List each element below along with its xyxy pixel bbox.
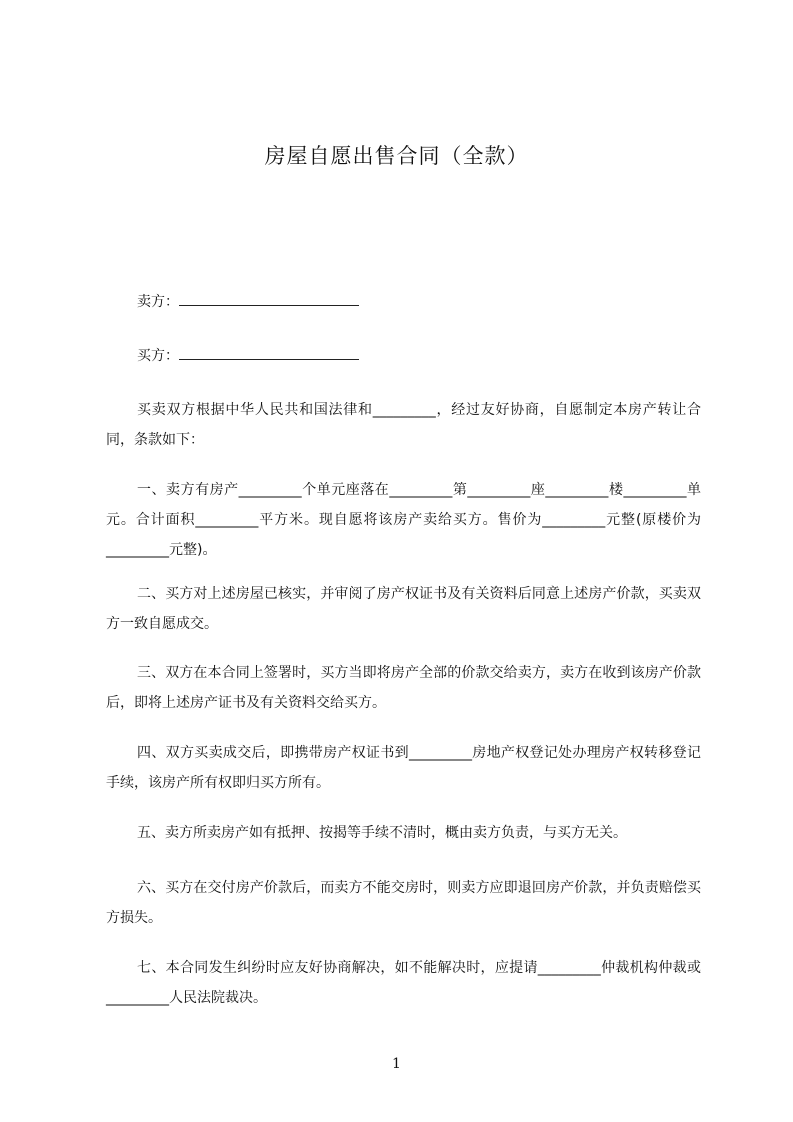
clause-5: 五、卖方所卖房产如有抵押、按揭等手续不清时，概由卖方负责，与买方无关。 [137, 825, 627, 841]
buyer-line [137, 345, 359, 366]
clause-6: 六、买方在交付房产价款后，而卖方不能交房时，则卖方应即退回房产价款，并负责赔偿买方损失。 [106, 880, 701, 926]
clause-2: 二、买方对上述房屋已核实，并审阅了房产权证书及有关资料后同意上述房产价款，买卖双方一致自愿成交。 [106, 586, 701, 632]
page-number: 1 [392, 1056, 401, 1072]
clause-4: 四、双方买卖成交后，即携带房产权证书到_________房地产权登记处办理房产权转移登记手续，该房产所有权即归买方所有。 [106, 745, 701, 791]
seller-label: 卖方： [137, 294, 179, 310]
seller-line [137, 291, 359, 312]
clause-7: 七、本合同发生纠纷时应友好协商解决，如不能解决时，应提请_________仲裁机构仲裁或_________人民法院裁决。 [106, 960, 701, 1006]
buyer-label: 买方： [137, 348, 179, 364]
clause-1: 一、卖方有房产_________个单元座落在_________第_________座_________楼_________单元。合计面积_________平方米。现自愿将该房产卖给买方。售价为_________元整(原楼价为_________元整)。 [106, 482, 701, 558]
preamble-paragraph: 买卖双方根据中华人民共和国法律和_________，经过友好协商，自愿制定本房产转让合同，条款如下： [106, 402, 701, 448]
clause-3: 三、双方在本合同上签署时，买方当即将房产全部的价款交给卖方，卖方在收到该房产价款后，即将上述房产证书及有关资料交给买方。 [106, 665, 701, 711]
page-title: 房屋自愿出售合同（全款） [264, 144, 529, 168]
buyer-blank [179, 345, 359, 360]
seller-blank [179, 291, 359, 306]
